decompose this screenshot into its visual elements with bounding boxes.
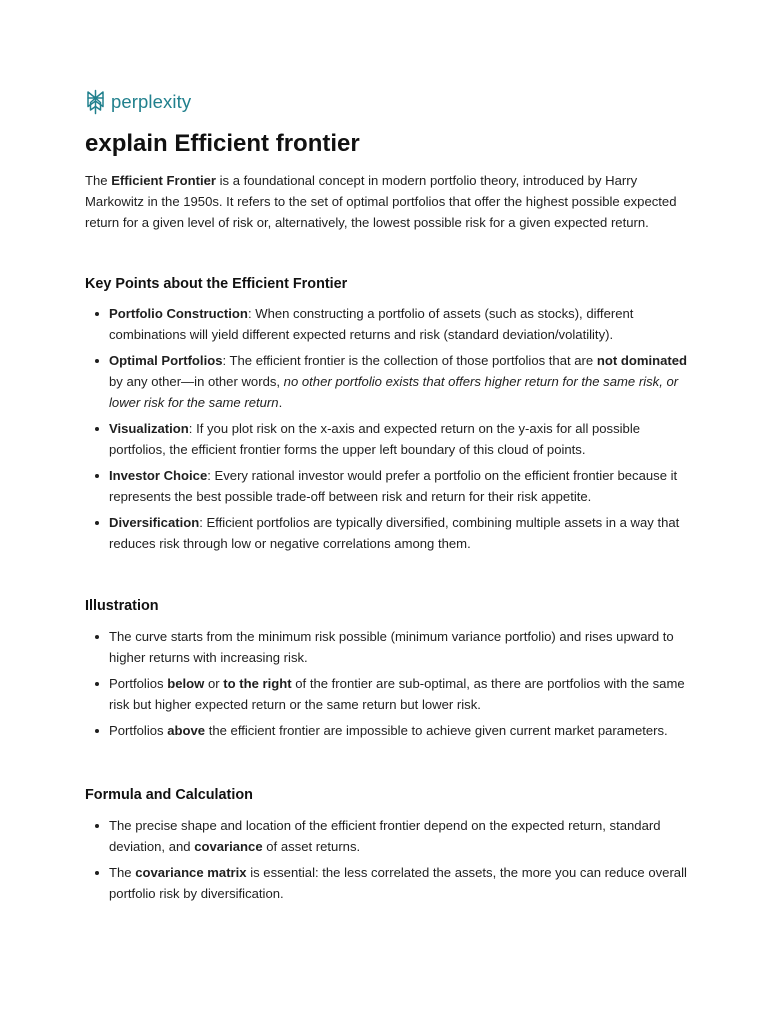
illustration-heading: Illustration <box>85 598 159 614</box>
list-item: Portfolios below or to the right of the frontier are sub-optimal, as there are portfolios with the same risk but higher expected return or the same return but lower risk. <box>85 673 695 715</box>
key-points-list <box>85 303 695 554</box>
list-item: Visualization: If you plot risk on the x-axis and expected return on the y-axis for all possible portfolios, the efficient frontier forms the upper left boundary of this cloud of points. <box>85 418 695 460</box>
formula-list <box>85 815 695 904</box>
brand-name: perplexity <box>111 91 192 112</box>
page-title: explain Efficient frontier <box>85 130 360 157</box>
perplexity-logo[interactable] <box>85 89 191 115</box>
intro-paragraph: The Efficient Frontier is a foundational concept in modern portfolio theory, introduced by Harry Markowitz in the 1950s. It refers to the set of optimal portfolios that offer the highest possible expected return for a given level of risk or, alternatively, the lowest possible risk for a given expected return. <box>85 173 677 230</box>
list-item: Portfolio Construction: When constructing a portfolio of assets (such as stocks), different combinations will yield different expected returns and risk (standard deviation/volatility). <box>85 303 695 345</box>
list-item: Portfolios above the efficient frontier are impossible to achieve given current market parameters. <box>85 720 695 741</box>
list-item: The covariance matrix is essential: the less correlated the assets, the more you can reduce overall portfolio risk by diversification. <box>85 862 695 904</box>
list-item: Investor Choice: Every rational investor would prefer a portfolio on the efficient frontier because it represents the best possible trade-off between risk and return for their risk appetite. <box>85 465 695 507</box>
list-item: The precise shape and location of the efficient frontier depend on the expected return, standard deviation, and covariance of asset returns. <box>85 815 695 857</box>
list-item: Optimal Portfolios: The efficient frontier is the collection of those portfolios that are not dominated by any other—in other words, no other portfolio exists that offers higher return for the same risk, or lower risk for the same return. <box>85 350 695 413</box>
list-item: The curve starts from the minimum risk possible (minimum variance portfolio) and rises upward to higher returns with increasing risk. <box>85 626 695 668</box>
illustration-list <box>85 626 695 741</box>
perplexity-logo-icon <box>85 89 106 115</box>
key-points-heading: Key Points about the Efficient Frontier <box>85 276 348 292</box>
list-item: Diversification: Efficient portfolios are typically diversified, combining multiple assets in a way that reduces risk through low or negative correlations among them. <box>85 512 695 554</box>
formula-heading: Formula and Calculation <box>85 787 253 803</box>
